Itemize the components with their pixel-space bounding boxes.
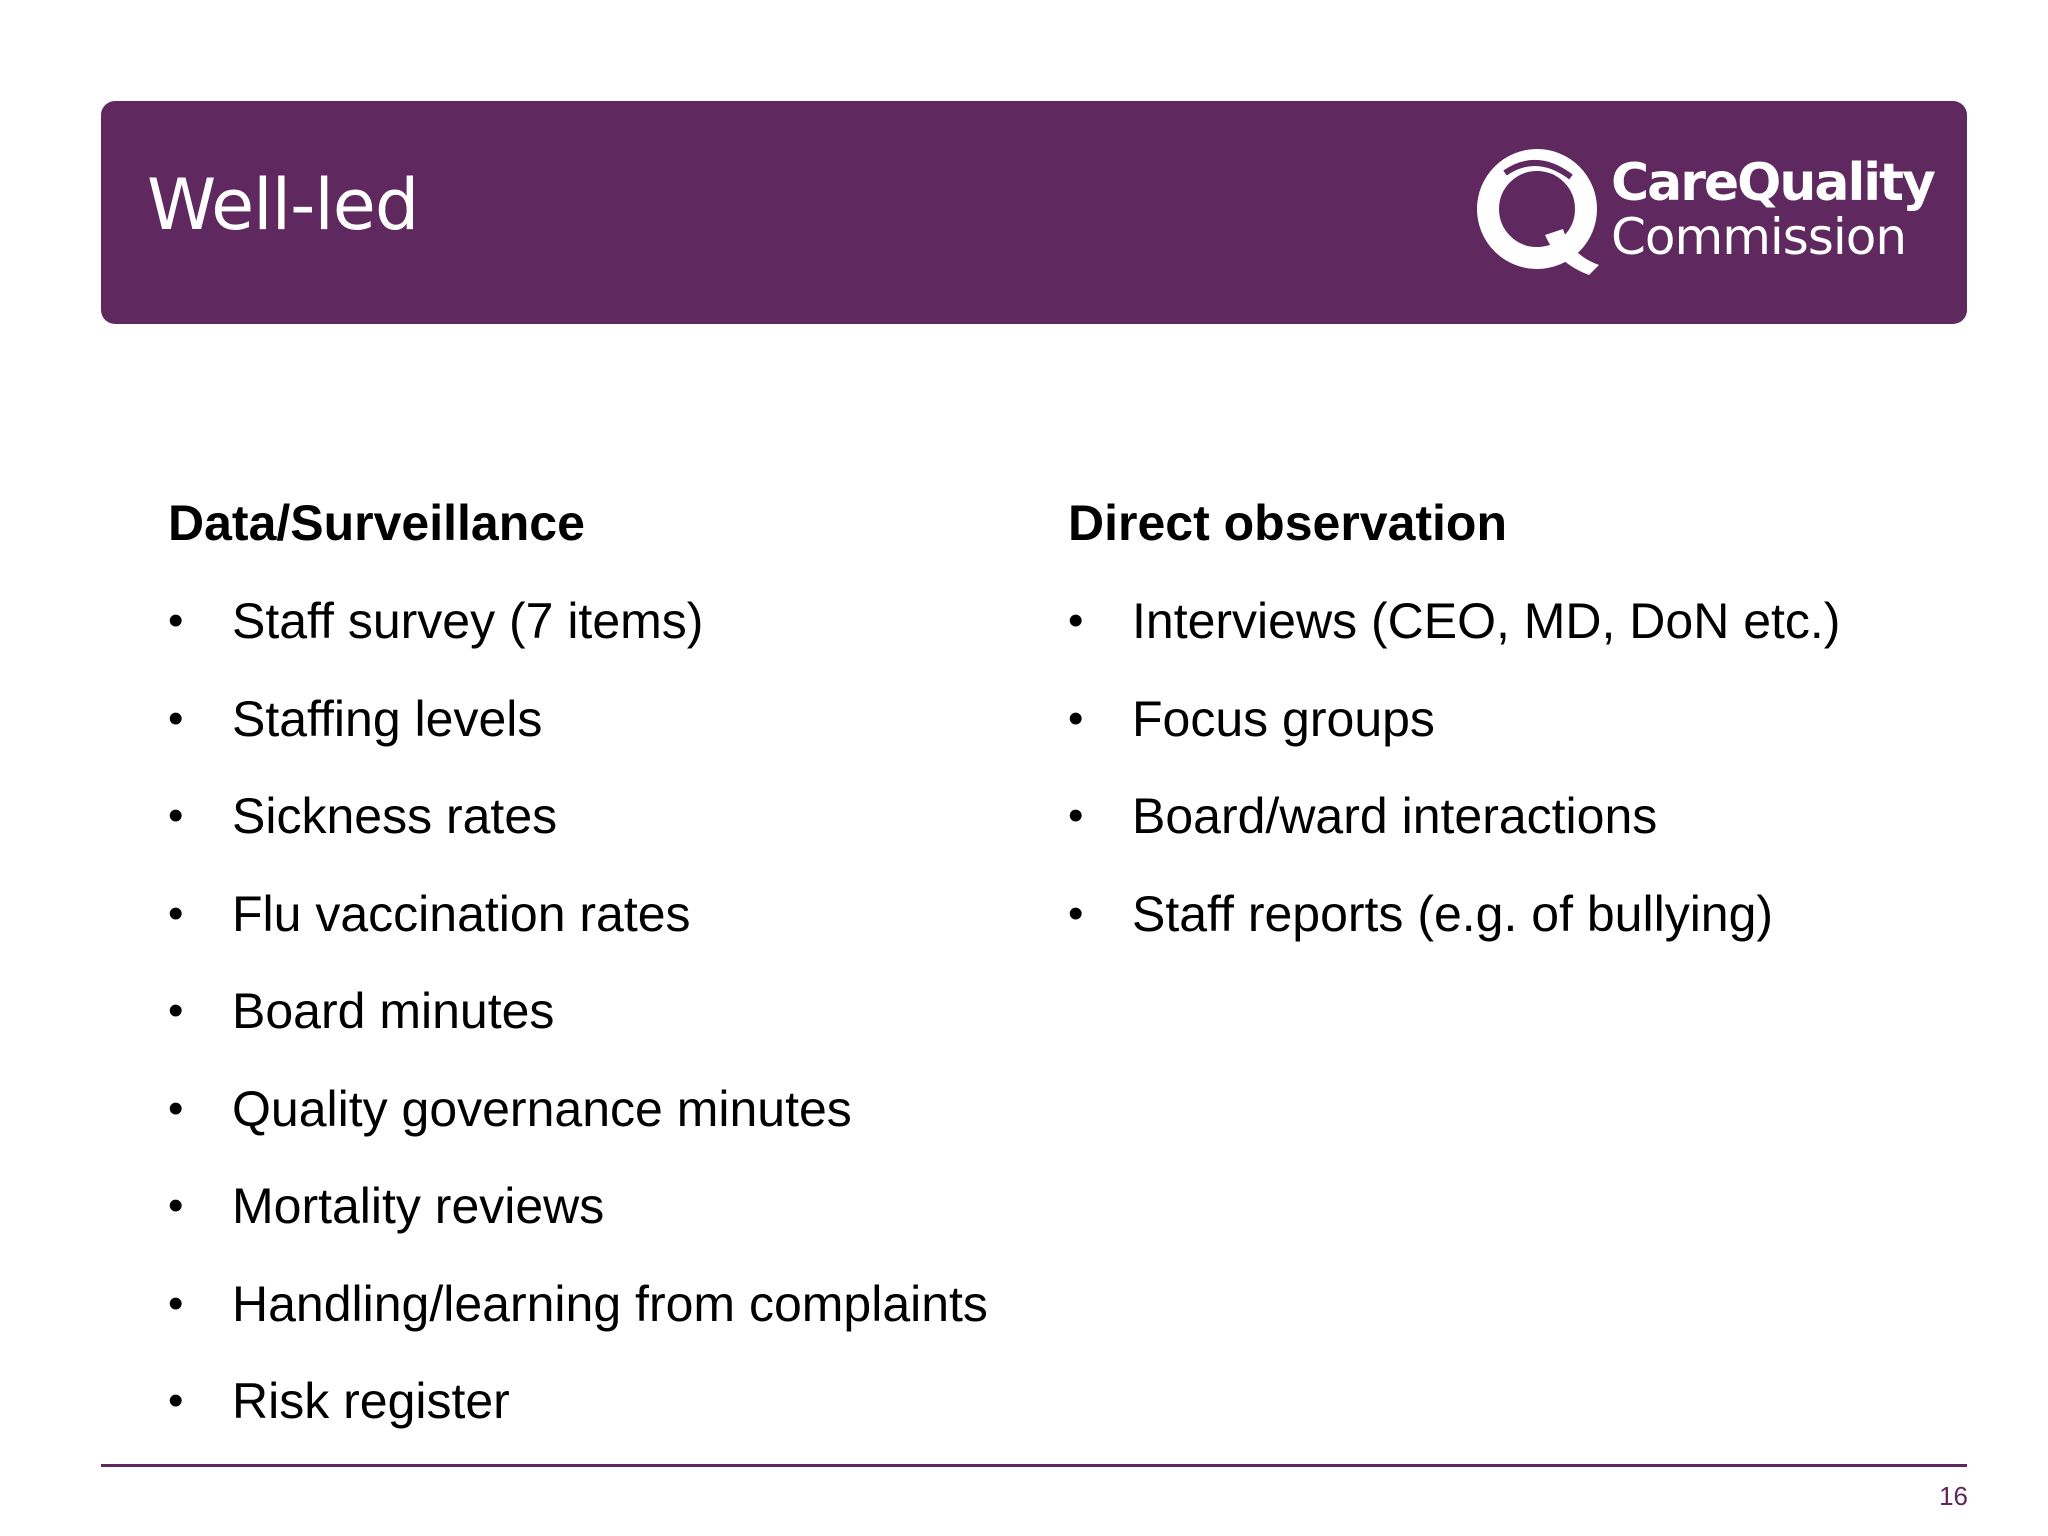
column-heading: Direct observation	[1068, 495, 1508, 551]
slide-title: Well-led	[147, 164, 419, 246]
list-item	[1068, 784, 1948, 848]
list-item-text: Risk register	[232, 1373, 510, 1429]
bullet-list	[1068, 589, 1948, 946]
bullet-marker: •	[168, 1278, 184, 1328]
list-item	[168, 784, 1048, 848]
list-item	[168, 589, 1048, 653]
list-item	[168, 1272, 1048, 1336]
bullet-marker: •	[168, 1376, 184, 1425]
list-item-text: Mortality reviews	[232, 1178, 605, 1234]
list-item-text: Handling/learning from complaints	[232, 1275, 988, 1332]
list-item-text: Staff reports (e.g. of bullying)	[1132, 885, 1774, 942]
bullet-marker: •	[1068, 791, 1084, 840]
logo-text-line2: Commission	[1611, 208, 1907, 266]
bullet-marker: •	[168, 693, 184, 743]
list-item	[168, 1174, 1048, 1238]
footer-divider	[101, 1464, 1967, 1467]
bullet-list	[168, 589, 1048, 1433]
bullet-marker: •	[168, 986, 184, 1035]
list-item-text: Sickness rates	[232, 788, 558, 844]
list-item-text: Staffing levels	[232, 690, 543, 747]
data-surveillance-column	[168, 491, 1048, 1467]
list-item	[168, 979, 1048, 1043]
column-heading: Data/Surveillance	[168, 495, 585, 551]
cqc-q-logo-icon	[1471, 143, 1611, 287]
list-item	[168, 882, 1048, 946]
logo-text-line1: CareQuality	[1611, 153, 1934, 213]
list-item	[168, 1077, 1048, 1141]
bullet-marker: •	[168, 791, 184, 840]
bullet-marker: •	[1068, 596, 1084, 645]
page-number: 16	[1939, 1481, 1968, 1511]
list-item-text: Board/ward interactions	[1132, 788, 1658, 844]
list-item-text: Focus groups	[1132, 690, 1435, 747]
bullet-marker: •	[168, 596, 184, 645]
header-banner	[101, 101, 1967, 324]
list-item-text: Flu vaccination rates	[232, 885, 691, 942]
list-item-text: Interviews (CEO, MD, DoN etc.)	[1132, 593, 1841, 649]
list-item-text: Quality governance minutes	[232, 1080, 852, 1137]
bullet-marker: •	[1068, 888, 1084, 938]
list-item	[168, 687, 1048, 751]
bullet-marker: •	[168, 1181, 184, 1230]
care-quality-commission-logo	[1471, 143, 1934, 287]
list-item	[1068, 882, 1948, 946]
list-item-text: Staff survey (7 items)	[232, 593, 704, 649]
list-item	[1068, 687, 1948, 751]
bullet-marker: •	[168, 1083, 184, 1133]
bullet-marker: •	[168, 888, 184, 938]
list-item	[1068, 589, 1948, 653]
list-item	[168, 1369, 1048, 1433]
direct-observation-column	[1068, 491, 1948, 979]
list-item-text: Board minutes	[232, 983, 555, 1039]
bullet-marker: •	[1068, 693, 1084, 743]
